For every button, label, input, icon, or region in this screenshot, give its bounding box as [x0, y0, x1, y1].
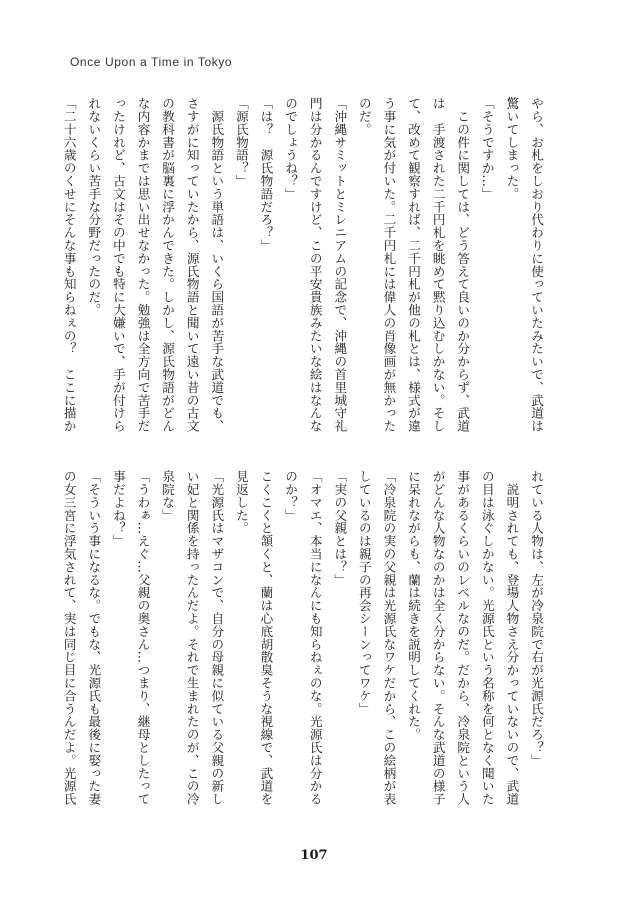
- text-line: 事だよね？」: [110, 470, 126, 548]
- text-line: れないくらい苦手な分野だったのだ。: [86, 97, 102, 317]
- text-line: の教科書が脳裏に浮かんできた。しかし、源氏物語がどん: [160, 97, 176, 433]
- text-line: 「二十六歳のくせにそんな事も知らねぇの？ ここに描か: [61, 97, 77, 433]
- text-line: ったけれど、古文はその中でも特に大嫌いで、手が付けら: [110, 97, 126, 433]
- text-line: う事に気が付いた。二千円札には偉人の肖像画が無かった: [381, 97, 397, 433]
- text-line: 「うわぁ…えぐ…父親の奥さん…つまり、継母としたって: [135, 470, 151, 806]
- text-line: さすがに知っていたから、源氏物語と聞いて遠い昔の古文: [184, 97, 200, 433]
- text-line: 「光源氏はマザコンで、自分の母親に似ている父親の新し: [209, 470, 225, 806]
- text-line: 説明されても、登場人物さえ分かっていないので、武道: [504, 470, 520, 806]
- text-line: い妃と関係を持ったんだよ。それで生まれたのが、この冷: [184, 470, 200, 806]
- text-line: がどんな人物なのかは全く分からない。そんな武道の様子: [430, 470, 446, 806]
- text-line: のか？」: [283, 470, 299, 522]
- text-line: のだ。: [356, 97, 372, 136]
- text-line: に呆れながらも、蘭は続きを説明してくれた。: [406, 470, 422, 741]
- text-line: 驚いてしまった。: [504, 97, 520, 201]
- text-line: れている人物は、左が冷泉院で右が光源氏だろ？」: [529, 470, 544, 767]
- text-line: のでしょうね？」: [283, 97, 299, 201]
- text-line: 見返した。: [233, 470, 249, 535]
- page-number: 107: [300, 848, 328, 863]
- text-line: て、改めて観察すれば、二千円札が他の札とは、様式が違: [406, 97, 422, 433]
- text-line: 「沖縄サミットとミレニアムの記念で、沖縄の首里城守礼: [332, 97, 348, 433]
- lower-text-tier: [61, 470, 548, 837]
- upper-text-tier: [61, 97, 548, 464]
- text-line: やら、お札をしおり代わりに使っていたみたいで、武道は: [529, 97, 544, 433]
- text-line: しているのは親子の再会シーンってワケ」: [356, 470, 372, 716]
- text-line: 事があるくらいのレベルなのだ。だから、冷泉院という人: [455, 470, 471, 806]
- running-head: Once Upon a Time in Tokyo: [70, 55, 233, 69]
- text-line: 「実の父親とは？」: [332, 470, 348, 587]
- text-line: 「そうですか…」: [479, 97, 495, 201]
- text-line: 門は分かるんですけど、この平安貴族みたいな絵はなんな: [307, 97, 323, 433]
- text-line: 「そういう事になるな。でもな、光源氏も最後に娶った妻: [86, 470, 102, 806]
- text-line: 「冷泉院の実の父親は光源氏なワケだから、この絵柄が表: [381, 470, 397, 806]
- text-line: こくこくと頷くと、蘭は心底胡散臭そうな視線で、武道を: [258, 470, 274, 806]
- text-line: 泉院な」: [160, 470, 176, 522]
- text-line: の目は泳ぐしかない。光源氏という名称を何となく聞いた: [479, 470, 495, 806]
- text-line: 「オマエ、本当になんにも知らねぇのな。光源氏は分かる: [307, 470, 323, 806]
- text-line: は 手渡された二千円札を眺めて黙り込むしかない。そし: [430, 97, 446, 433]
- text-line: 源氏物語という単語は、いくら国語が苦手な武道でも、: [209, 97, 225, 433]
- text-line: 「は？ 源氏物語だろ？」: [258, 97, 274, 252]
- text-line: この件に関しては、どう答えて良いのか分からず、武道: [455, 97, 471, 433]
- text-line: 「源氏物語？」: [233, 97, 249, 188]
- text-line: の女三宮に浮気されて、実は同じ目に合うんだよ。光源氏: [61, 470, 77, 806]
- text-line: な内容かまでは思い出せなかった。勉強は全方向で苦手だ: [135, 97, 151, 433]
